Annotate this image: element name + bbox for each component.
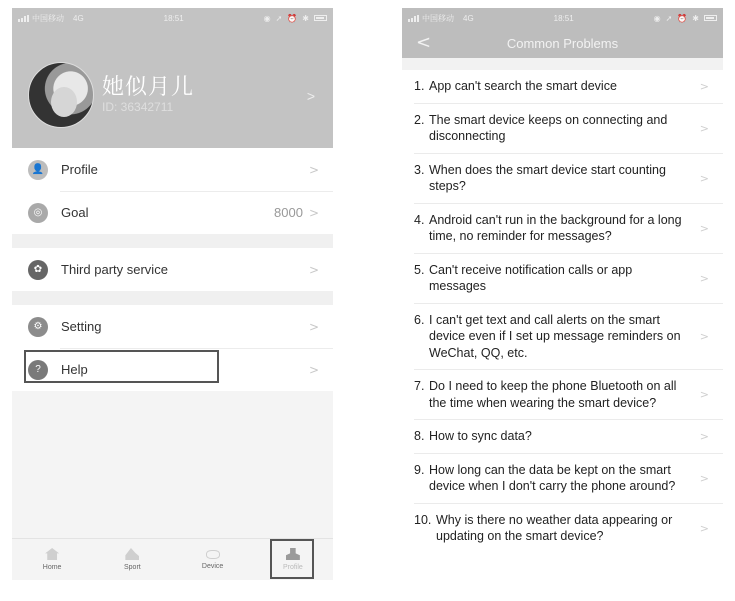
menu-item-setting[interactable] — [12, 305, 333, 348]
signal-icon — [408, 15, 419, 22]
common-problems-screen — [402, 8, 723, 593]
chevron-right-icon: > — [308, 362, 319, 377]
apps-icon: ✿ — [28, 260, 48, 280]
faq-item-2[interactable] — [414, 104, 723, 154]
location-icon: ➚ — [275, 13, 283, 23]
faq-item-10[interactable] — [414, 504, 723, 553]
faq-item-1[interactable] — [414, 70, 723, 104]
location-icon: ➚ — [665, 13, 673, 23]
faq-question: The smart device keeps on connecting and disconnecting — [429, 112, 668, 143]
menu-group-services — [12, 248, 333, 291]
bottom-tab-bar — [12, 538, 333, 580]
chevron-right-icon: > — [699, 271, 709, 285]
chevron-right-icon: > — [699, 121, 709, 135]
signal-icon — [18, 15, 29, 22]
profile-icon: 👤 — [28, 160, 48, 180]
chevron-right-icon: > — [699, 388, 709, 401]
user-id: ID: 36342711 — [102, 100, 174, 114]
chevron-right-icon: > — [699, 471, 709, 485]
chevron-right-icon: > — [308, 162, 319, 177]
gear-icon: ⚙ — [28, 317, 48, 337]
faq-question: App can't search the smart device — [429, 79, 617, 93]
faq-number: 3. — [414, 162, 425, 177]
tab-sport[interactable] — [92, 539, 172, 580]
menu-group-settings — [12, 305, 333, 391]
profile-tab-highlight-box — [270, 539, 314, 579]
faq-question: How to sync data? — [429, 429, 532, 443]
faq-question: When does the smart device start counting steps? — [429, 162, 666, 193]
chevron-right-icon: > — [306, 88, 315, 104]
profile-header[interactable] — [12, 8, 333, 148]
band-icon — [206, 550, 220, 559]
faq-item-7[interactable] — [414, 370, 723, 420]
section-divider — [12, 291, 333, 305]
target-icon: ◎ — [28, 203, 48, 223]
carrier: 中国移动 — [422, 13, 454, 23]
chevron-right-icon: > — [308, 262, 319, 277]
faq-number: 9. — [414, 462, 425, 477]
faq-number: 8. — [414, 429, 425, 443]
alarm-icon: ⏰ — [677, 13, 688, 23]
chevron-right-icon: > — [699, 429, 709, 443]
menu-item-third-party-service[interactable] — [12, 248, 333, 291]
faq-item-5[interactable] — [414, 254, 723, 304]
network-type: 4G — [73, 13, 84, 23]
tab-label: Profile — [282, 564, 303, 571]
faq-item-6[interactable] — [414, 304, 723, 371]
alarm-icon: ⏰ — [287, 13, 298, 23]
faq-question: Can't receive notification calls or app messages — [429, 262, 633, 293]
navigation-bar — [402, 8, 723, 58]
faq-question: I can't get text and call alerts on the smart device even if I set up message reminders on WeChat, QQ, etc. — [429, 312, 681, 360]
faq-question: Why is there no weather data appearing or updating on the smart device? — [436, 512, 673, 543]
menu-item-label: Goal — [61, 205, 89, 220]
bluetooth-icon: ✱ — [692, 13, 699, 23]
status-bar — [12, 8, 333, 28]
faq-item-9[interactable] — [414, 454, 723, 504]
chevron-right-icon: > — [699, 171, 709, 185]
carrier: 中国移动 — [32, 13, 64, 23]
menu-item-profile[interactable] — [12, 148, 333, 191]
user-name: 她似月儿 — [102, 74, 195, 99]
chevron-right-icon: > — [699, 521, 709, 535]
tab-device[interactable] — [173, 539, 253, 580]
tab-label: Home — [42, 564, 62, 571]
faq-question: Android can't run in the background for a long time, no reminder for messages? — [429, 212, 682, 243]
tab-home[interactable] — [12, 539, 92, 580]
clock: 18:51 — [553, 13, 574, 23]
chevron-right-icon: > — [699, 221, 709, 235]
home-icon — [45, 548, 59, 560]
chevron-right-icon: > — [699, 79, 709, 93]
faq-number: 2. — [414, 112, 425, 127]
chevron-right-icon: > — [699, 329, 709, 343]
chevron-right-icon: > — [308, 319, 319, 334]
faq-number: 4. — [414, 212, 425, 227]
clock: 18:51 — [163, 13, 184, 23]
avatar[interactable] — [28, 62, 94, 128]
faq-number: 5. — [414, 262, 425, 277]
menu-item-label: Profile — [61, 162, 98, 177]
bluetooth-icon: ✱ — [302, 13, 309, 23]
goal-value: 8000 — [274, 205, 303, 220]
section-divider — [402, 58, 723, 70]
faq-item-8[interactable] — [414, 420, 723, 454]
faq-list — [402, 70, 723, 553]
lock-rotation-icon: ◉ — [263, 13, 271, 23]
shoe-icon — [125, 548, 139, 560]
faq-number: 1. — [414, 79, 425, 93]
section-divider — [12, 234, 333, 248]
menu-item-label: Third party service — [61, 262, 168, 277]
faq-item-3[interactable] — [414, 154, 723, 204]
battery-icon — [704, 15, 717, 21]
menu-item-help[interactable] — [12, 348, 333, 391]
menu-item-label: Help — [61, 362, 88, 377]
question-icon: ? — [28, 360, 48, 380]
profile-screen — [12, 8, 333, 580]
back-button[interactable]: < — [416, 32, 432, 53]
battery-icon — [314, 15, 327, 21]
menu-item-goal[interactable] — [12, 191, 333, 234]
faq-number: 10. — [414, 512, 432, 527]
network-type: 4G — [463, 13, 474, 23]
lock-rotation-icon: ◉ — [653, 13, 661, 23]
tab-profile[interactable] — [253, 539, 333, 580]
faq-item-4[interactable] — [414, 204, 723, 254]
page-title: Common Problems — [506, 35, 619, 51]
faq-number: 6. — [414, 312, 425, 327]
menu-group-account — [12, 148, 333, 234]
status-bar — [402, 8, 723, 28]
faq-number: 7. — [414, 379, 425, 393]
faq-question: How long can the data be kept on the smart device when I don't carry the phone around? — [429, 462, 676, 493]
menu-item-label: Setting — [61, 319, 102, 334]
chevron-right-icon: > — [308, 205, 319, 220]
tab-label: Sport — [124, 564, 141, 571]
tab-label: Device — [201, 562, 224, 570]
faq-question: Do I need to keep the phone Bluetooth on all the time when wearing the smart device? — [429, 379, 677, 410]
